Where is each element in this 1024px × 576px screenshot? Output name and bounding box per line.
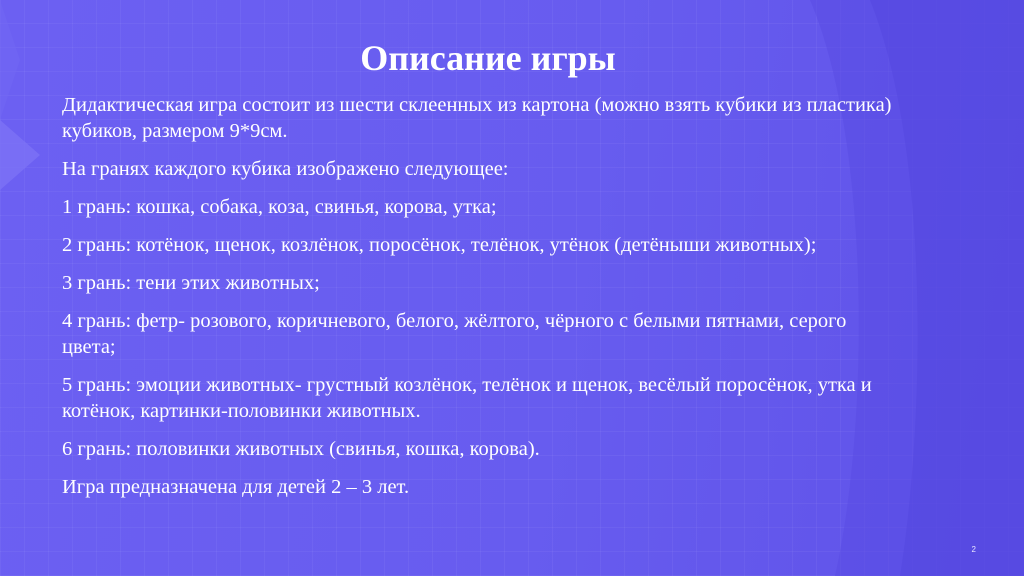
paragraph: 2 грань: котёнок, щенок, козлёнок, поросёнок, телёнок, утёнок (детёныши животных); <box>62 234 817 256</box>
paragraph: 3 грань: тени этих животных; <box>62 272 320 294</box>
paragraph: 4 грань: фетр- розового, коричневого, белого, жёлтого, чёрного с белыми пятнами, серого цвета; <box>62 310 847 358</box>
paragraph: 5 грань: эмоции животных- грустный козлёнок, телёнок и щенок, весёлый поросёнок, утка и котёнок, картинки-половинки животных. <box>62 374 872 422</box>
paragraph: 1 грань: кошка, собака, коза, свинья, корова, утка; <box>62 196 497 218</box>
left-triangle-shape <box>0 120 40 190</box>
paragraph: 6 грань: половинки животных (свинья, кошка, корова). <box>62 438 540 460</box>
paragraph: Игра предназначена для детей 2 – 3 лет. <box>62 476 410 498</box>
paragraph: На гранях каждого кубика изображено следующее: <box>62 158 509 180</box>
paragraph: Дидактическая игра состоит из шести склеенных из картона (можно взять кубики из пластика) кубиков, размером 9*9см. <box>62 94 892 142</box>
page-number: 2 <box>971 545 976 554</box>
slide-body <box>62 92 902 512</box>
slide-title: Описание игры <box>360 38 616 78</box>
